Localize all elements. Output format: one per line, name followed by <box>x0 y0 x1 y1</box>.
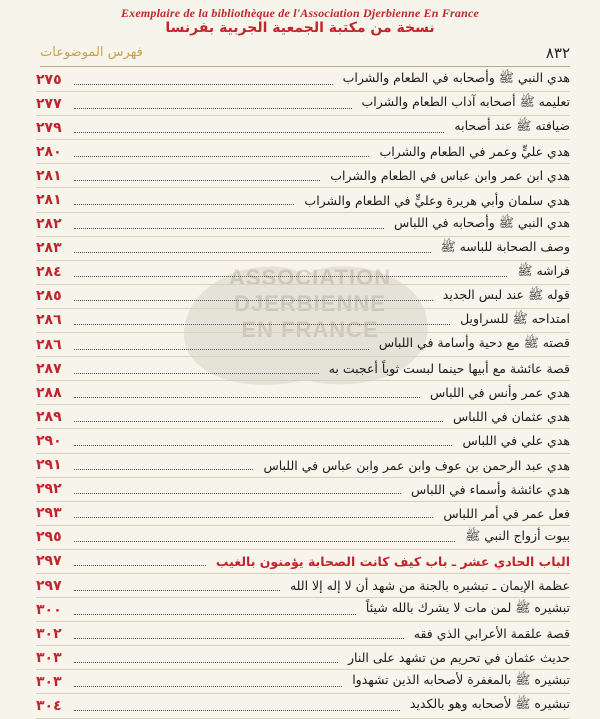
toc-entry-title: هدي ابن عمر وابن عباس في الطعام والشراب <box>330 168 570 184</box>
toc-page-number: ٢٨٢ <box>36 216 62 233</box>
toc-entry-title: تعليمه ﷺ أصحابه آداب الطعام والشراب <box>361 94 570 110</box>
toc-page-number: ٢٨٥ <box>36 288 62 305</box>
toc-page-number: ٢٩٥ <box>36 529 62 546</box>
toc-entry-title: تبشيره ﷺ لأصحابه وهو بالكديد <box>409 696 570 712</box>
toc-entry[interactable] <box>36 670 570 694</box>
toc-entry-title: هدي سلمان وأبي هريرة وعليٍّ في الطعام والشراب <box>304 192 570 208</box>
toc-leader-dots <box>74 155 369 157</box>
toc-entry[interactable] <box>36 357 570 381</box>
toc-leader-dots <box>74 420 443 422</box>
toc-entry[interactable] <box>36 92 570 116</box>
toc-entry-title: الباب الحادي عشر ـ باب كيف كانت الصحابة يؤمنون بالغيب <box>215 553 570 569</box>
toc-entry-title: بيوت أزواج النبي ﷺ <box>465 527 570 543</box>
toc-entry-title: تبشيره ﷺ بالمغفرة لأصحابه الذين تشهدوا <box>352 672 570 688</box>
toc-leader-dots <box>74 613 356 615</box>
toc-entry-title: حديث عثمان في تحريم من تشهد على النار <box>347 650 570 666</box>
toc-entry-title: قوله ﷺ عند لبس الجديد <box>442 286 570 302</box>
toc-page-number: ٢٨٧ <box>36 360 62 377</box>
toc-entry-title: عظمة الإيمان ـ تبشيره بالجنة من شهد أن لا إله إلا الله <box>289 578 570 594</box>
stamp-line-3: EN FRANCE <box>241 317 379 342</box>
toc-entry-title: قصته ﷺ مع دحية وأسامة في اللباس <box>378 335 570 351</box>
toc-page-number: ٣٠٣ <box>36 649 62 666</box>
toc-entry-title: وصف الصحابة للباسه ﷺ <box>440 238 570 254</box>
toc-leader-dots <box>74 348 369 350</box>
toc-entry[interactable] <box>36 333 570 357</box>
toc-entry[interactable] <box>36 526 570 550</box>
toc-page-number: ٣٠٣ <box>36 673 62 690</box>
toc-leader-dots <box>74 709 400 711</box>
toc-page-number: ٢٨٦ <box>36 312 62 329</box>
toc-page-number: ٢٨٩ <box>36 408 62 425</box>
toc-leader-dots <box>74 179 320 181</box>
toc-page-number: ٢٨٤ <box>36 264 62 281</box>
toc-entry[interactable] <box>36 309 570 333</box>
toc-leader-dots <box>74 589 280 591</box>
toc-entry[interactable] <box>36 164 570 188</box>
toc-chapter-heading[interactable] <box>36 550 570 574</box>
toc-entry-title: هدي النبي ﷺ وأصحابه في الطعام والشراب <box>342 70 570 86</box>
toc-page-number: ٢٨٠ <box>36 143 62 160</box>
toc-entry[interactable] <box>36 646 570 670</box>
toc-page-number: ٢٩٧ <box>36 577 62 594</box>
toc-page-number: ٢٩٧ <box>36 553 62 570</box>
toc-page-number: ٢٩١ <box>36 457 62 474</box>
toc-entry[interactable] <box>36 116 570 140</box>
toc-entry-title: هدي عمر وأنس في اللباس <box>430 385 570 401</box>
toc-leader-dots <box>74 564 206 566</box>
toc-leader-dots <box>74 685 342 687</box>
toc-entry[interactable] <box>36 261 570 285</box>
toc-page-number: ٢٨١ <box>36 192 62 209</box>
toc-page-number: ٣٠٠ <box>36 601 62 618</box>
toc-page-number: ٢٩٢ <box>36 481 62 498</box>
toc-entry[interactable] <box>36 429 570 453</box>
toc-entry[interactable] <box>36 574 570 598</box>
toc-page-number: ٢٩٠ <box>36 432 62 449</box>
toc-page-number: ٢٨٣ <box>36 240 62 257</box>
toc-entry[interactable] <box>36 188 570 212</box>
stamp-line-2: DJERBIENNE <box>234 291 386 316</box>
toc-entry[interactable] <box>36 622 570 646</box>
toc-page-number: ٢٨٨ <box>36 384 62 401</box>
toc-entry-title: هدي عليٍّ وعمر في الطعام والشراب <box>379 144 570 160</box>
stamp-line-1: ASSOCIATION <box>228 265 392 290</box>
toc-entry-title: هدي عثمان في اللباس <box>453 409 570 425</box>
toc-entry[interactable] <box>36 502 570 526</box>
toc-entry-title: هدي عبد الرحمن بن عوف وابن عمر وابن عباس في اللباس <box>263 457 570 473</box>
toc-leader-dots <box>74 251 431 253</box>
toc-leader-dots <box>74 227 384 229</box>
toc-entry[interactable] <box>36 68 570 92</box>
toc-leader-dots <box>74 107 352 109</box>
toc-page-number: ٣٠٢ <box>36 625 62 642</box>
toc-entry-title: فعل عمر في أمر اللباس <box>443 505 570 521</box>
toc-leader-dots <box>74 323 450 325</box>
toc-entry-title: ضيافته ﷺ عند أصحابه <box>454 118 570 134</box>
toc-entry[interactable] <box>36 213 570 237</box>
toc-entry[interactable] <box>36 454 570 478</box>
toc-leader-dots <box>74 661 338 663</box>
toc-entry[interactable] <box>36 478 570 502</box>
toc-leader-dots <box>74 83 333 85</box>
toc-leader-dots <box>74 516 433 518</box>
library-watermark-arabic: نسخة من مكتبة الجمعية الجربية بفرنسا <box>165 20 435 36</box>
toc-entry[interactable] <box>36 405 570 429</box>
table-of-contents <box>36 68 570 719</box>
toc-leader-dots <box>74 131 444 133</box>
toc-leader-dots <box>74 637 404 639</box>
toc-entry-title: قصة علقمة الأعرابي الذي فقه <box>413 626 570 642</box>
toc-entry[interactable] <box>36 285 570 309</box>
toc-leader-dots <box>74 275 507 277</box>
toc-leader-dots <box>74 492 401 494</box>
toc-page-number: ٢٧٧ <box>36 95 62 112</box>
toc-page-number: ٢٧٥ <box>36 71 62 88</box>
running-header <box>40 44 570 67</box>
toc-leader-dots <box>74 299 433 301</box>
toc-leader-dots <box>74 540 455 542</box>
toc-entry-title: فراشه ﷺ <box>517 262 570 278</box>
toc-leader-dots <box>74 372 319 374</box>
toc-entry-title: تبشيره ﷺ لمن مات لا يشرك بالله شيئاً <box>365 600 570 616</box>
toc-entry-title: هدي عائشة وأسماء في اللباس <box>411 481 570 497</box>
toc-entry[interactable] <box>36 598 570 622</box>
toc-entry[interactable] <box>36 694 570 718</box>
toc-entry[interactable] <box>36 140 570 164</box>
toc-leader-dots <box>74 444 452 446</box>
toc-page-number: ٢٩٣ <box>36 505 62 522</box>
toc-page-number: ٢٨١ <box>36 167 62 184</box>
toc-leader-dots <box>74 203 294 205</box>
toc-entry[interactable] <box>36 381 570 405</box>
toc-leader-dots <box>74 468 253 470</box>
toc-leader-dots <box>74 396 420 398</box>
toc-entry-title: هدي علي في اللباس <box>462 433 570 449</box>
toc-entry-title: هدي النبي ﷺ وأصحابه في اللباس <box>394 214 570 230</box>
toc-entry-title: امتداحه ﷺ للسراويل <box>460 310 570 326</box>
toc-page-number: ٣٠٤ <box>36 697 62 714</box>
library-watermark-latin: Exemplaire de la bibliothèque de l'Association Djerbienne En France <box>120 6 480 20</box>
section-title: فهرس الموضوعات <box>40 45 143 60</box>
page-number: ٨٣٢ <box>545 44 570 62</box>
toc-page-number: ٢٨٦ <box>36 336 62 353</box>
toc-entry[interactable] <box>36 237 570 261</box>
toc-page-number: ٢٧٩ <box>36 119 62 136</box>
toc-entry-title: قصة عائشة مع أبيها حينما لبست ثوباً أعجبت به <box>328 361 570 377</box>
